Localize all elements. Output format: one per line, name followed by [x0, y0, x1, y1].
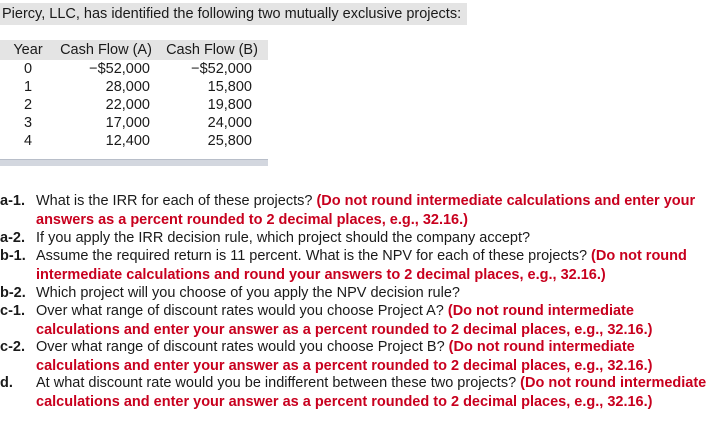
question-a2: [0, 229, 710, 248]
question-text: Assume the required return is 11 percent. What is the NPV for each of these projects?: [36, 248, 592, 264]
question-text: Over what range of discount rates would you choose Project A?: [36, 303, 448, 319]
question-c1: [0, 302, 710, 339]
header-cash-flow-b: Cash Flow (B): [166, 42, 258, 58]
table-bottom-rule: [0, 159, 268, 166]
year-cell: 0: [23, 61, 33, 77]
question-label: b-1.: [0, 248, 26, 264]
cash-flow-a-cell: 12,400: [105, 133, 150, 149]
cash-flow-b-cell: 15,800: [207, 79, 252, 95]
year-cell: 1: [23, 79, 33, 95]
table-header-row: [0, 40, 268, 60]
question-text: If you apply the IRR decision rule, which project should the company accept?: [36, 230, 531, 246]
table-row: [0, 78, 268, 96]
question-label: c-2.: [0, 339, 25, 355]
question-text: Which project will you choose of you apply the NPV decision rule?: [36, 285, 460, 301]
cash-flow-b-cell: 24,000: [207, 115, 252, 131]
year-cell: 4: [23, 133, 33, 149]
question-label: b-2.: [0, 285, 26, 301]
cash-flow-b-cell: −$52,000: [191, 61, 252, 77]
question-text: Over what range of discount rates would you choose Project B?: [36, 339, 449, 355]
question-c2: [0, 338, 710, 375]
question-instruction: (Do not round intermediate calculations and enter your answer as a percent rounded to 2 decimal places, e.g., 32.16.): [36, 339, 653, 374]
question-text: What is the IRR for each of these projects?: [36, 193, 317, 209]
table-row: [0, 132, 268, 150]
cash-flow-table: [0, 40, 268, 150]
cash-flow-b-cell: 19,800: [207, 97, 252, 113]
question-instruction: (Do not round intermediate calculations and round your answers to 2 decimal places, e.g., 32.16.): [36, 248, 687, 283]
question-d: [0, 374, 710, 411]
question-b1: [0, 247, 710, 284]
question-label: c-1.: [0, 303, 25, 319]
question-a1: [0, 192, 710, 229]
question-label: a-2.: [0, 230, 25, 246]
year-cell: 3: [23, 115, 33, 131]
problem-intro: Piercy, LLC, has identified the following two mutually exclusive projects:: [0, 3, 467, 25]
table-row: [0, 114, 268, 132]
question-text: At what discount rate would you be indifferent between these two projects?: [36, 375, 521, 391]
header-cash-flow-a: Cash Flow (A): [60, 42, 152, 58]
cash-flow-a-cell: 17,000: [105, 115, 150, 131]
question-b2: [0, 284, 710, 303]
table-row: [0, 60, 268, 78]
question-label: a-1.: [0, 193, 25, 209]
question-instruction: (Do not round intermediate calculations and enter your answer as a percent rounded to 2 decimal places, e.g., 32.16.): [36, 375, 707, 410]
year-cell: 2: [23, 97, 33, 113]
question-label: d.: [0, 375, 13, 391]
cash-flow-a-cell: 28,000: [105, 79, 150, 95]
question-instruction: (Do not round intermediate calculations and enter your answers as a percent rounded to 2 decimal places, e.g., 32.16.): [36, 193, 696, 228]
cash-flow-b-cell: 25,800: [207, 133, 252, 149]
cash-flow-a-cell: 22,000: [105, 97, 150, 113]
cash-flow-a-cell: −$52,000: [89, 61, 150, 77]
header-year: Year: [13, 42, 43, 58]
table-row: [0, 96, 268, 114]
question-instruction: (Do not round intermediate calculations and enter your answer as a percent rounded to 2 decimal places, e.g., 32.16.): [36, 303, 653, 338]
